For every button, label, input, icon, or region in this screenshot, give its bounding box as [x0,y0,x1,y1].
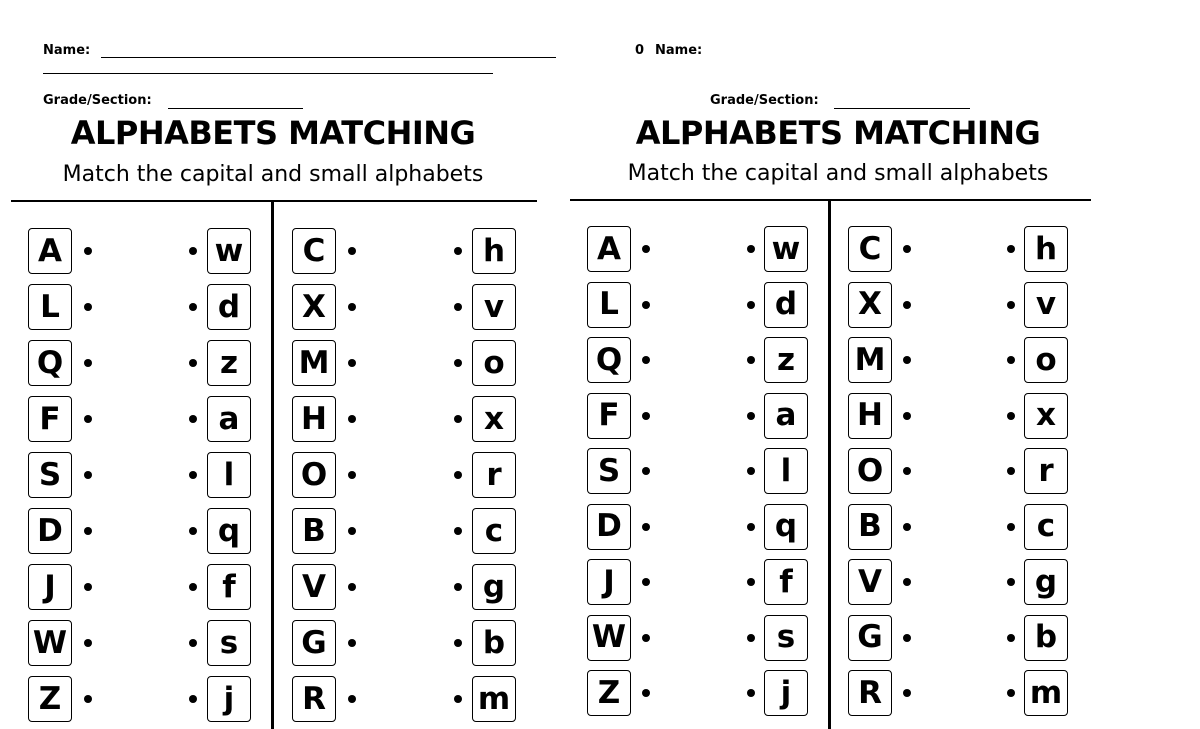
small-letter-box: r [1024,448,1068,494]
small-letter-box: a [207,396,251,442]
capital-match-dot[interactable] [903,412,911,420]
capital-letter-box: H [292,396,336,442]
capital-match-dot[interactable] [642,689,650,697]
capital-letter-box: O [848,448,892,494]
small-letter-box: q [764,504,808,550]
small-match-dot[interactable] [747,412,755,420]
name-label: Name: [43,43,91,58]
small-letter-box: s [207,620,251,666]
capital-letter-box: V [848,559,892,605]
capital-letter-box: W [28,620,72,666]
small-letter-box: b [472,620,516,666]
small-letter-box: z [207,340,251,386]
capital-letter-box: L [587,282,631,328]
capital-letter-box: M [848,337,892,383]
capital-letter-box: Z [587,670,631,716]
small-letter-box: g [472,564,516,610]
small-letter-box: x [1024,393,1068,439]
name-label: Name: [655,43,703,58]
small-match-dot[interactable] [454,471,462,479]
small-letter-box: v [1024,282,1068,328]
worksheet-subtitle: Match the capital and small alphabets [627,161,1049,186]
capital-match-dot[interactable] [84,639,92,647]
small-match-dot[interactable] [454,639,462,647]
small-letter-box: w [207,228,251,274]
small-match-dot[interactable] [747,578,755,586]
capital-match-dot[interactable] [642,523,650,531]
small-letter-box: j [207,676,251,722]
capital-match-dot[interactable] [84,527,92,535]
small-letter-box: s [764,615,808,661]
capital-letter-box: Z [28,676,72,722]
small-match-dot[interactable] [454,527,462,535]
small-letter-box: q [207,508,251,554]
small-match-dot[interactable] [1007,523,1015,531]
capital-match-dot[interactable] [348,247,356,255]
small-letter-box: g [1024,559,1068,605]
small-letter-box: o [472,340,516,386]
capital-match-dot[interactable] [642,356,650,364]
capital-match-dot[interactable] [348,695,356,703]
small-letter-box: j [764,670,808,716]
small-letter-box: c [1024,504,1068,550]
capital-match-dot[interactable] [642,301,650,309]
header-divider [11,200,537,202]
small-letter-box: w [764,226,808,272]
worksheet-title: ALPHABETS MATCHING [70,114,476,152]
small-match-dot[interactable] [1007,578,1015,586]
capital-match-dot[interactable] [903,356,911,364]
capital-letter-box: A [587,226,631,272]
small-letter-box: m [472,676,516,722]
small-match-dot[interactable] [189,527,197,535]
small-letter-box: x [472,396,516,442]
capital-letter-box: O [292,452,336,498]
capital-match-dot[interactable] [642,245,650,253]
capital-match-dot[interactable] [84,415,92,423]
small-letter-box: h [1024,226,1068,272]
capital-letter-box: X [292,284,336,330]
small-match-dot[interactable] [747,689,755,697]
capital-letter-box: B [848,504,892,550]
capital-match-dot[interactable] [903,523,911,531]
capital-letter-box: G [848,615,892,661]
small-match-dot[interactable] [454,583,462,591]
small-letter-box: f [764,559,808,605]
small-match-dot[interactable] [454,359,462,367]
small-match-dot[interactable] [747,356,755,364]
small-match-dot[interactable] [747,467,755,475]
small-letter-box: b [1024,615,1068,661]
small-match-dot[interactable] [189,695,197,703]
capital-match-dot[interactable] [84,303,92,311]
capital-match-dot[interactable] [903,634,911,642]
small-letter-box: l [207,452,251,498]
small-letter-box: z [764,337,808,383]
capital-match-dot[interactable] [903,578,911,586]
capital-letter-box: R [292,676,336,722]
small-match-dot[interactable] [189,583,197,591]
small-match-dot[interactable] [454,695,462,703]
prefix-number: 0 [635,43,645,58]
capital-letter-box: F [587,393,631,439]
capital-match-dot[interactable] [348,583,356,591]
capital-match-dot[interactable] [84,583,92,591]
small-match-dot[interactable] [1007,301,1015,309]
capital-match-dot[interactable] [642,467,650,475]
capital-match-dot[interactable] [348,471,356,479]
capital-match-dot[interactable] [903,467,911,475]
capital-match-dot[interactable] [84,471,92,479]
capital-letter-box: S [28,452,72,498]
capital-letter-box: G [292,620,336,666]
capital-match-dot[interactable] [903,689,911,697]
worksheet-left [0,0,560,729]
column-divider [271,202,274,729]
worksheet-subtitle: Match the capital and small alphabets [62,162,484,187]
capital-letter-box: W [587,615,631,661]
capital-match-dot[interactable] [642,578,650,586]
small-letter-box: v [472,284,516,330]
capital-letter-box: D [28,508,72,554]
small-match-dot[interactable] [747,523,755,531]
small-letter-box: o [1024,337,1068,383]
small-match-dot[interactable] [454,247,462,255]
capital-match-dot[interactable] [348,359,356,367]
small-letter-box: m [1024,670,1068,716]
capital-letter-box: A [28,228,72,274]
small-match-dot[interactable] [1007,689,1015,697]
small-match-dot[interactable] [189,303,197,311]
capital-letter-box: X [848,282,892,328]
capital-match-dot[interactable] [348,415,356,423]
capital-match-dot[interactable] [903,245,911,253]
capital-match-dot[interactable] [903,301,911,309]
capital-match-dot[interactable] [84,247,92,255]
capital-letter-box: D [587,504,631,550]
small-match-dot[interactable] [189,247,197,255]
small-match-dot[interactable] [1007,634,1015,642]
capital-match-dot[interactable] [348,303,356,311]
small-letter-box: h [472,228,516,274]
capital-letter-box: C [292,228,336,274]
capital-match-dot[interactable] [642,634,650,642]
small-match-dot[interactable] [189,359,197,367]
small-match-dot[interactable] [189,639,197,647]
column-divider [828,201,831,729]
capital-letter-box: V [292,564,336,610]
capital-letter-box: S [587,448,631,494]
capital-match-dot[interactable] [348,639,356,647]
small-letter-box: d [207,284,251,330]
worksheet-title: ALPHABETS MATCHING [635,114,1041,152]
small-letter-box: l [764,448,808,494]
capital-letter-box: J [28,564,72,610]
small-match-dot[interactable] [454,303,462,311]
capital-letter-box: B [292,508,336,554]
worksheet-right [560,0,1120,729]
capital-letter-box: J [587,559,631,605]
grade-section-label: Grade/Section: [43,93,152,108]
name-line-extra[interactable] [43,73,493,74]
grade-section-line[interactable] [168,108,303,109]
small-letter-box: a [764,393,808,439]
small-match-dot[interactable] [189,471,197,479]
small-match-dot[interactable] [1007,356,1015,364]
capital-letter-box: F [28,396,72,442]
small-letter-box: d [764,282,808,328]
capital-letter-box: C [848,226,892,272]
small-match-dot[interactable] [189,415,197,423]
capital-match-dot[interactable] [642,412,650,420]
small-letter-box: r [472,452,516,498]
name-line[interactable] [101,57,556,58]
capital-letter-box: R [848,670,892,716]
small-match-dot[interactable] [747,245,755,253]
capital-match-dot[interactable] [348,527,356,535]
grade-section-label: Grade/Section: [710,93,819,108]
capital-letter-box: M [292,340,336,386]
capital-letter-box: Q [28,340,72,386]
small-letter-box: c [472,508,516,554]
grade-section-line[interactable] [834,108,970,109]
small-match-dot[interactable] [454,415,462,423]
capital-letter-box: L [28,284,72,330]
small-match-dot[interactable] [1007,467,1015,475]
small-match-dot[interactable] [747,301,755,309]
small-match-dot[interactable] [1007,412,1015,420]
capital-letter-box: H [848,393,892,439]
small-match-dot[interactable] [747,634,755,642]
capital-match-dot[interactable] [84,695,92,703]
small-match-dot[interactable] [1007,245,1015,253]
capital-match-dot[interactable] [84,359,92,367]
capital-letter-box: Q [587,337,631,383]
small-letter-box: f [207,564,251,610]
